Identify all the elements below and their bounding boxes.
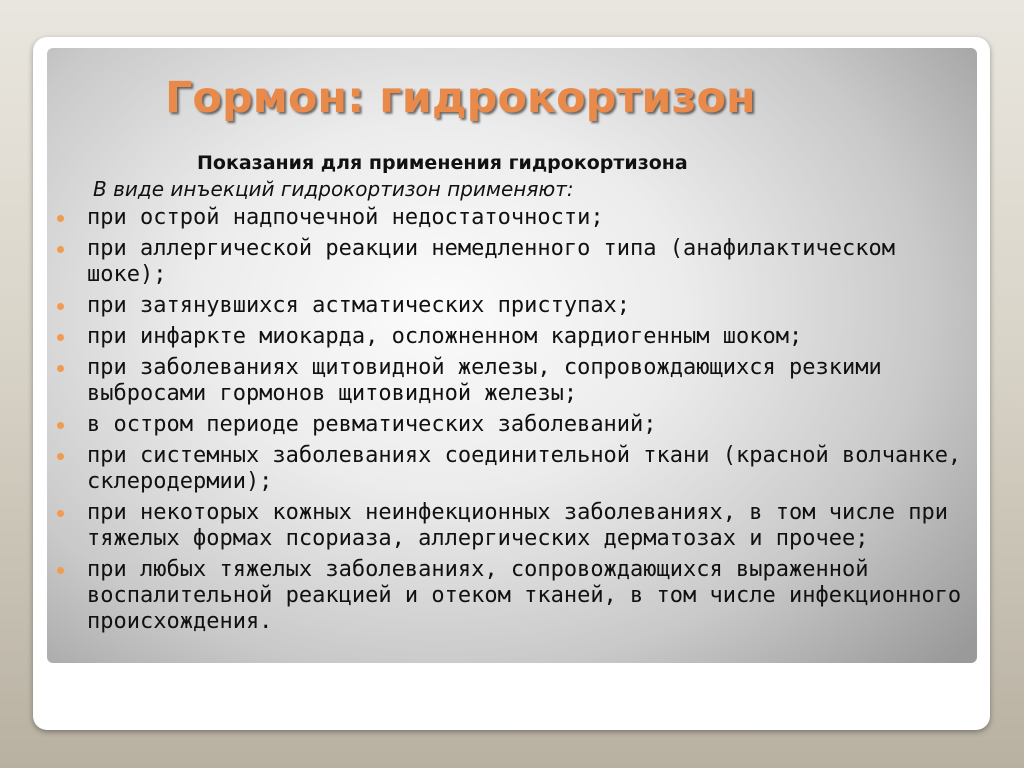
bullet-icon bbox=[57, 334, 64, 341]
list-item bbox=[47, 557, 977, 635]
list-item bbox=[47, 412, 977, 438]
intro-text: В виде инъекций гидрокортизон применяют: bbox=[93, 177, 574, 201]
list-item-text: при инфаркте миокарда, осложненном кардиогенным шоком; bbox=[87, 324, 803, 349]
slide-title: Гормон: гидрокортизон bbox=[165, 73, 756, 123]
bullet-icon bbox=[57, 246, 64, 253]
list-item-text: при некоторых кожных неинфекционных заболеваниях, в том числе при тяжелых формах псориаза, аллергических дерматозах и прочее; bbox=[87, 500, 948, 551]
list-item-text: при затянувшихся астматических приступах; bbox=[87, 293, 631, 318]
list-item bbox=[47, 324, 977, 350]
bullet-icon bbox=[57, 453, 64, 460]
list-item-text: при системных заболеваниях соединительной ткани (красной волчанке, склеродермии); bbox=[87, 443, 962, 494]
indications-list bbox=[47, 205, 977, 640]
bullet-icon bbox=[57, 567, 64, 574]
list-item bbox=[47, 205, 977, 231]
bullet-icon bbox=[57, 215, 64, 222]
list-item-text: в остром периоде ревматических заболеваний; bbox=[87, 412, 657, 437]
list-item bbox=[47, 355, 977, 407]
list-item bbox=[47, 293, 977, 319]
bullet-icon bbox=[57, 365, 64, 372]
bullet-icon bbox=[57, 510, 64, 517]
list-item bbox=[47, 236, 977, 288]
list-item bbox=[47, 443, 977, 495]
slide-subtitle: Показания для применения гидрокортизона bbox=[197, 152, 688, 174]
list-item-text: при аллергической реакции немедленного типа (анафилактическом шоке); bbox=[87, 236, 895, 287]
bullet-icon bbox=[57, 422, 64, 429]
list-item bbox=[47, 500, 977, 552]
bullet-icon bbox=[57, 303, 64, 310]
list-item-text: при заболеваниях щитовидной железы, сопровождающихся резкими выбросами гормонов щитовидной железы; bbox=[87, 355, 882, 406]
list-item-text: при острой надпочечной недостаточности; bbox=[87, 205, 604, 230]
content-panel bbox=[47, 48, 977, 663]
list-item-text: при любых тяжелых заболеваниях, сопровождающихся выраженной воспалительной реакцией и отеком тканей, в том числе инфекционного происхождения. bbox=[87, 557, 962, 634]
